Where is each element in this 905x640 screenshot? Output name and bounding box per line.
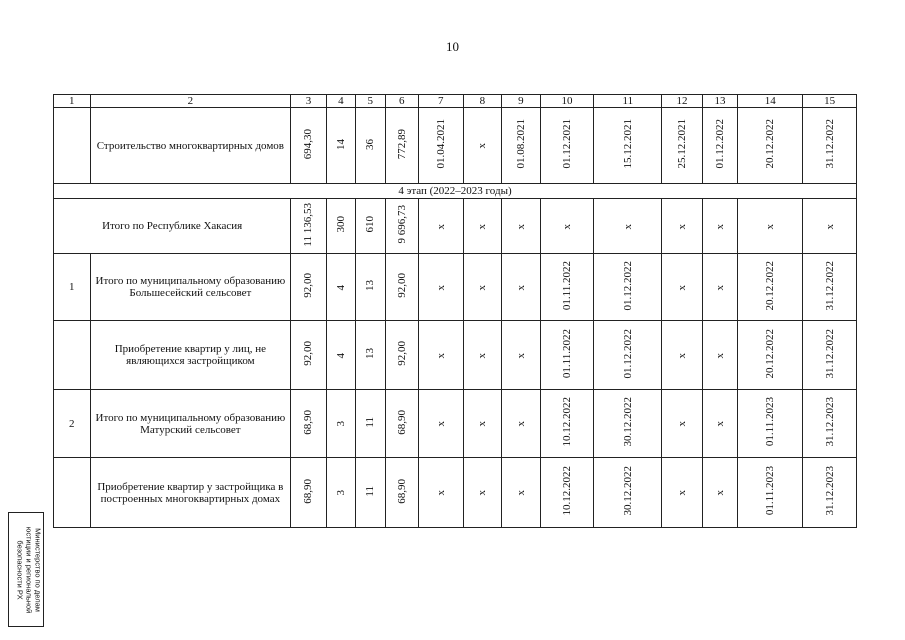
table-cell — [702, 254, 737, 321]
cell-value: 01.11.2022 — [560, 260, 573, 311]
cell-value: 31.12.2022 — [823, 260, 836, 311]
table-cell — [594, 321, 662, 390]
table-cell — [291, 254, 326, 321]
table-cell — [326, 390, 355, 458]
cell-value: 3 — [334, 421, 347, 427]
cell-value: 300 — [334, 216, 347, 233]
cell-value: 10.12.2022 — [560, 397, 573, 447]
cell-value: 20.12.2022 — [764, 119, 777, 169]
cell-value: x — [434, 490, 447, 496]
table-cell — [502, 199, 541, 254]
table-cell — [463, 390, 502, 458]
table-cell — [803, 199, 857, 254]
column-number: 7 — [418, 95, 463, 108]
cell-value: 01.11.2023 — [764, 466, 777, 516]
table-cell — [662, 458, 703, 528]
row-number: 1 — [54, 254, 91, 321]
table-cell — [502, 390, 541, 458]
table-cell — [356, 254, 385, 321]
cell-value: 01.11.2022 — [560, 328, 573, 379]
table-row — [54, 108, 857, 184]
column-number: 4 — [326, 95, 355, 108]
cell-value: x — [514, 352, 527, 358]
table-cell — [291, 321, 326, 390]
table-cell — [662, 321, 703, 390]
cell-value: 694,30 — [302, 128, 315, 160]
cell-value: x — [676, 490, 689, 496]
cell-value: 14 — [334, 138, 347, 150]
table-cell — [463, 254, 502, 321]
cell-value: 11 — [364, 485, 377, 497]
table-cell — [702, 108, 737, 184]
cell-value: 01.12.2022 — [621, 260, 634, 311]
table-cell — [702, 199, 737, 254]
table-cell — [385, 108, 418, 184]
cell-value: 9 696,73 — [395, 205, 408, 244]
table-cell — [326, 458, 355, 528]
table-cell — [463, 458, 502, 528]
cell-value: 31.12.2022 — [823, 328, 836, 379]
cell-value: x — [676, 352, 689, 358]
cell-value: x — [434, 223, 447, 229]
column-number: 8 — [463, 95, 502, 108]
cell-value: 68,90 — [395, 478, 408, 504]
table-cell — [594, 390, 662, 458]
table-cell — [803, 458, 857, 528]
cell-value: 36 — [364, 138, 377, 150]
cell-value: 01.04.2021 — [434, 119, 447, 169]
cell-value: x — [514, 223, 527, 229]
cell-value: x — [714, 490, 727, 496]
cell-value: 20.12.2022 — [764, 328, 777, 379]
table-cell — [385, 321, 418, 390]
table-cell — [540, 254, 594, 321]
table-cell — [418, 108, 463, 184]
cell-value: x — [621, 223, 634, 229]
cell-value: 92,00 — [395, 273, 408, 298]
table-cell — [502, 254, 541, 321]
cell-value: x — [434, 284, 447, 290]
column-number: 13 — [702, 95, 737, 108]
cell-value: x — [676, 421, 689, 427]
row-name: Итого по муниципальному образованию Матурский сельсовет — [90, 390, 291, 458]
table-cell — [540, 390, 594, 458]
cell-value: x — [714, 284, 727, 290]
column-number: 1 — [54, 95, 91, 108]
table-cell — [662, 254, 703, 321]
column-number-row — [54, 95, 857, 108]
table-cell — [803, 108, 857, 184]
cell-value: x — [476, 352, 489, 358]
cell-value: 01.08.2021 — [514, 119, 527, 169]
cell-value: 68,90 — [395, 409, 408, 435]
row-name: Приобретение квартир у лиц, не являющихся застройщиком — [90, 321, 291, 390]
cell-value: x — [676, 223, 689, 229]
row-number — [54, 321, 91, 390]
row-name: Итого по муниципальному образованию Большесейский сельсовет — [90, 254, 291, 321]
table-cell — [738, 108, 803, 184]
cell-value: 92,00 — [395, 341, 408, 366]
cell-value: x — [434, 352, 447, 358]
page-number: 10 — [446, 39, 459, 54]
cell-value: 25.12.2021 — [676, 119, 689, 169]
cell-value: 68,90 — [302, 478, 315, 504]
cell-value: x — [823, 223, 836, 229]
table-row — [54, 254, 857, 321]
cell-value: x — [560, 223, 573, 229]
cell-value: 11 136,53 — [302, 202, 315, 247]
table-cell — [385, 458, 418, 528]
table-cell — [662, 390, 703, 458]
ministry-stamp — [8, 512, 44, 627]
table-cell — [540, 458, 594, 528]
column-number: 12 — [662, 95, 703, 108]
cell-value: 11 — [364, 416, 377, 428]
table-cell — [662, 108, 703, 184]
cell-value: x — [476, 143, 489, 149]
table-cell — [418, 321, 463, 390]
table-cell — [502, 458, 541, 528]
table-cell — [326, 108, 355, 184]
table-row — [54, 458, 857, 528]
column-number: 15 — [803, 95, 857, 108]
cell-value: x — [476, 223, 489, 229]
cell-value: x — [434, 421, 447, 427]
column-number: 11 — [594, 95, 662, 108]
cell-value: x — [514, 490, 527, 496]
cell-value: x — [476, 490, 489, 496]
table-cell — [418, 199, 463, 254]
table-cell — [502, 321, 541, 390]
table-cell — [803, 254, 857, 321]
column-number: 2 — [90, 95, 291, 108]
cell-value: x — [476, 284, 489, 290]
table-cell — [385, 199, 418, 254]
table-cell — [738, 321, 803, 390]
table-cell — [803, 321, 857, 390]
stamp-line: юстиции и региональной — [24, 526, 34, 614]
table-cell — [540, 199, 594, 254]
table-cell — [418, 390, 463, 458]
table-cell — [356, 199, 385, 254]
table-cell — [356, 321, 385, 390]
cell-value: 31.12.2023 — [823, 397, 836, 447]
table-cell — [738, 254, 803, 321]
cell-value: 20.12.2022 — [764, 260, 777, 311]
column-number: 10 — [540, 95, 594, 108]
table-cell — [418, 458, 463, 528]
program-table — [53, 94, 857, 528]
cell-value: x — [714, 352, 727, 358]
cell-value: 31.12.2023 — [823, 466, 836, 516]
table-cell — [326, 254, 355, 321]
table-row — [54, 199, 857, 254]
row-name: Строительство многоквартирных домов — [90, 108, 291, 184]
table-cell — [463, 321, 502, 390]
cell-value: 01.12.2022 — [714, 119, 727, 169]
cell-value: 13 — [364, 348, 377, 359]
cell-value: 4 — [334, 284, 347, 290]
cell-value: x — [714, 223, 727, 229]
table-cell — [356, 458, 385, 528]
table-cell — [738, 199, 803, 254]
table-row — [54, 390, 857, 458]
stage-row — [54, 184, 857, 199]
table-cell — [463, 199, 502, 254]
table-cell — [502, 108, 541, 184]
cell-value: 10.12.2022 — [560, 466, 573, 516]
table-cell — [326, 199, 355, 254]
table-cell — [291, 390, 326, 458]
cell-value: 01.12.2021 — [560, 119, 573, 169]
cell-value: x — [476, 421, 489, 427]
cell-value: 15.12.2021 — [621, 119, 634, 169]
table-cell — [385, 390, 418, 458]
cell-value: 13 — [364, 280, 377, 291]
cell-value: x — [714, 421, 727, 427]
stamp-line: Министерство по делам — [33, 528, 43, 612]
table-cell — [356, 108, 385, 184]
column-number: 3 — [291, 95, 326, 108]
table-body — [54, 95, 857, 528]
cell-value: 92,00 — [302, 273, 315, 298]
cell-value: x — [514, 421, 527, 427]
cell-value: 92,00 — [302, 341, 315, 366]
table-cell — [291, 199, 326, 254]
table-cell — [662, 199, 703, 254]
cell-value: 610 — [364, 216, 377, 233]
table-cell — [738, 458, 803, 528]
cell-value: 4 — [334, 352, 347, 358]
row-name: Приобретение квартир у застройщика в построенных многоквартирных домах — [90, 458, 291, 528]
cell-value: 01.12.2022 — [621, 328, 634, 379]
table-cell — [594, 199, 662, 254]
row-number: 2 — [54, 390, 91, 458]
table-cell — [356, 390, 385, 458]
cell-value: x — [514, 284, 527, 290]
cell-value: 31.12.2022 — [823, 119, 836, 169]
table-cell — [594, 458, 662, 528]
table-row — [54, 321, 857, 390]
stage-title: 4 этап (2022–2023 годы) — [54, 184, 857, 199]
cell-value: x — [764, 223, 777, 229]
cell-value: 3 — [334, 490, 347, 496]
table-cell — [702, 458, 737, 528]
table-cell — [540, 321, 594, 390]
table-cell — [540, 108, 594, 184]
table-cell — [385, 254, 418, 321]
table-cell — [326, 321, 355, 390]
cell-value: x — [676, 284, 689, 290]
table-cell — [291, 108, 326, 184]
table-cell — [594, 108, 662, 184]
table-cell — [291, 458, 326, 528]
column-number: 14 — [738, 95, 803, 108]
table-cell — [594, 254, 662, 321]
column-number: 5 — [356, 95, 385, 108]
table-cell — [463, 108, 502, 184]
stamp-line: безопасности РХ — [15, 540, 25, 600]
table-cell — [418, 254, 463, 321]
cell-value: 30.12.2022 — [621, 397, 634, 447]
cell-value: 30.12.2022 — [621, 466, 634, 516]
table-cell — [803, 390, 857, 458]
table-cell — [702, 390, 737, 458]
table-cell — [738, 390, 803, 458]
cell-value: 01.11.2023 — [764, 397, 777, 447]
column-number: 9 — [502, 95, 541, 108]
row-number — [54, 108, 91, 184]
row-name: Итого по Республике Хакасия — [54, 199, 291, 254]
cell-value: 68,90 — [302, 409, 315, 435]
column-number: 6 — [385, 95, 418, 108]
row-number — [54, 458, 91, 528]
cell-value: 772,89 — [395, 128, 408, 160]
table-cell — [702, 321, 737, 390]
